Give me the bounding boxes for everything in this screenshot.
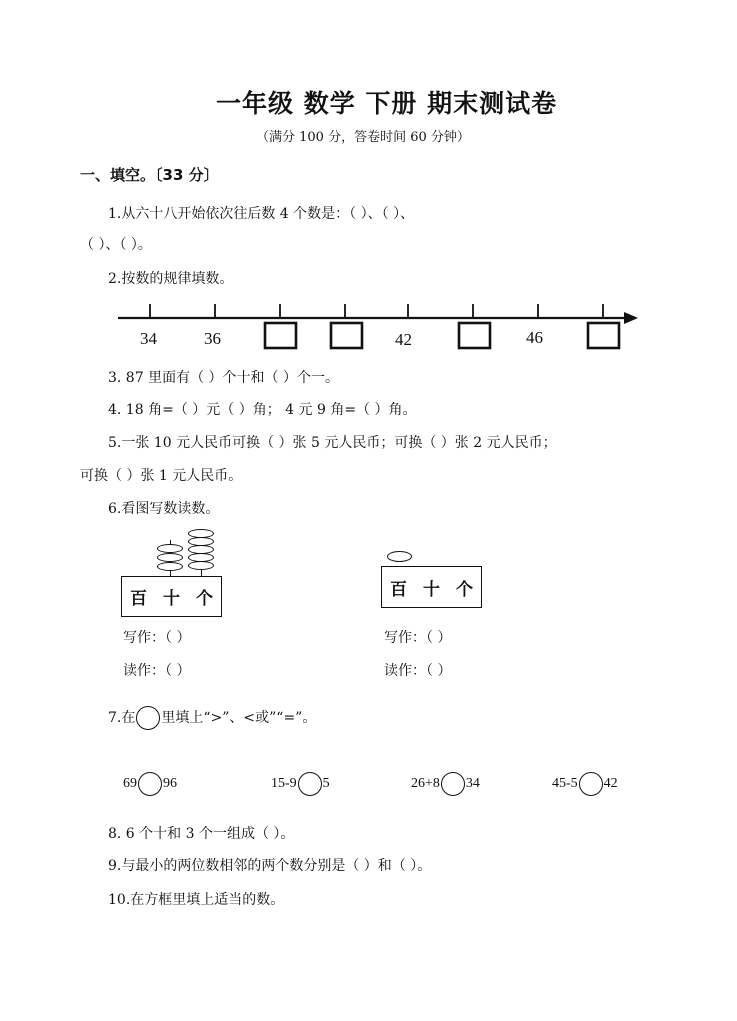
question-10-text: 10.在方框里填上适当的数。 [108, 892, 285, 908]
compare-circle[interactable] [579, 772, 603, 796]
compare-item [411, 772, 480, 796]
write-label-left: 写作：（ ） [123, 630, 191, 646]
question-5-line-1: 5.一张 10 元人民币可换（ ）张 5 元人民币；可换（ ）张 2 元人民币； [108, 435, 557, 451]
compare-item [123, 772, 177, 796]
answer-box[interactable] [331, 323, 362, 348]
number-line-label: 34 [140, 329, 157, 348]
question-1-line-1: 1.从六十八开始依次往后数 4 个数是：（ ）、（ ）、 [108, 206, 415, 222]
page-title: 一年级 数学 下册 期末测试卷 [216, 89, 558, 118]
read-label-left: 读作：（ ） [123, 663, 191, 679]
compare-right: 42 [603, 776, 618, 792]
read-label-right: 读作：（ ） [384, 663, 452, 679]
compare-left: 45-5 [552, 776, 578, 792]
question-8-text: 8. 6 个十和 3 个一组成（ ）。 [108, 826, 295, 842]
section-heading: 一、填空。〔33 分〕 [80, 166, 219, 184]
place-label-ones: 个 [196, 589, 213, 609]
question-5-line-2: 可换（ ）张 1 元人民币。 [80, 468, 243, 484]
compare-left: 69 [123, 776, 137, 792]
place-label-tens: 十 [163, 589, 180, 609]
answer-box[interactable] [265, 323, 296, 348]
question-6-text: 6.看图写数读数。 [108, 501, 220, 517]
place-label-ones: 个 [456, 579, 473, 600]
question-7-suffix: 里填上“>”、<或”“=”。 [161, 710, 317, 726]
place-label-hundreds: 百 [130, 589, 147, 609]
place-label-tens: 十 [423, 579, 440, 600]
question-1-line-2: （ ）、（ ）。 [80, 237, 152, 253]
question-9-text: 9.与最小的两位数相邻的两个数分别是（ ）和（ ）。 [108, 858, 432, 874]
question-7-prefix: 7.在 [108, 710, 136, 726]
question-2-text: 2.按数的规律填数。 [108, 271, 234, 287]
circle-icon [136, 706, 160, 730]
compare-right: 5 [322, 776, 330, 792]
page-subtitle: （满分 100 分，答卷时间 60 分钟） [256, 130, 470, 145]
compare-circle[interactable] [138, 772, 162, 796]
number-line [112, 296, 642, 356]
question-3-text: 3. 87 里面有（ ）个十和（ ）个一。 [108, 370, 339, 386]
write-label-right: 写作：（ ） [384, 630, 452, 646]
compare-circle[interactable] [298, 772, 322, 796]
compare-circle[interactable] [441, 772, 465, 796]
question-4-text: 4. 18 角=（ ）元（ ）角； 4 元 9 角=（ ）角。 [108, 402, 417, 418]
compare-right: 96 [163, 776, 177, 792]
compare-left: 26+8 [411, 776, 440, 792]
answer-box[interactable] [459, 323, 490, 348]
answer-box[interactable] [588, 323, 619, 348]
number-line-label: 42 [395, 330, 412, 349]
compare-left: 15-9 [271, 776, 297, 792]
number-line-label: 36 [204, 329, 221, 348]
compare-item [271, 772, 330, 796]
number-line-label: 46 [526, 328, 543, 347]
place-label-hundreds: 百 [390, 579, 407, 600]
question-7-text [108, 706, 316, 730]
compare-right: 34 [465, 776, 480, 792]
compare-item [552, 772, 618, 796]
